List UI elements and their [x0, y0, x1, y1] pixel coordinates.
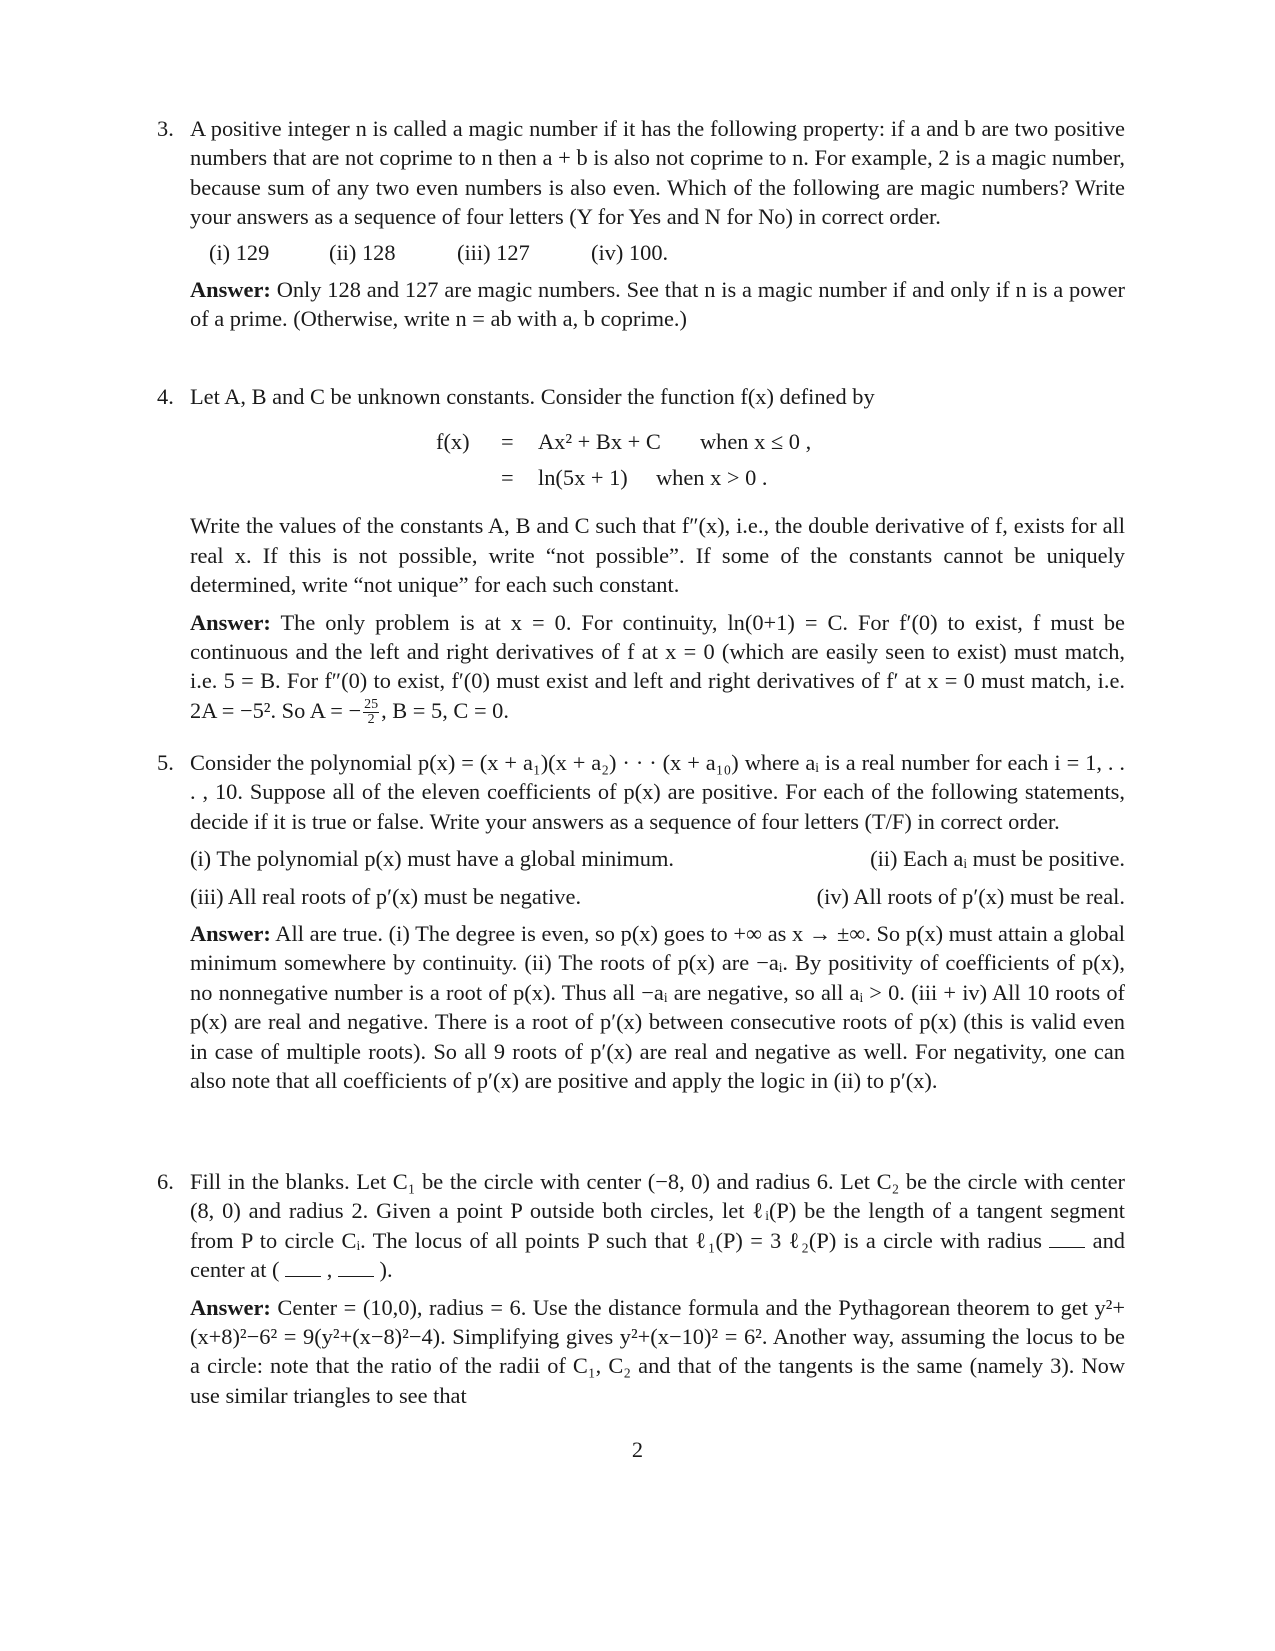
option-iv: (iv) 100.	[591, 239, 669, 265]
answer-block	[190, 608, 1125, 728]
statement-iii: (iii) All real roots of p′(x) must be negative.	[190, 883, 582, 909]
page-number: 2	[631, 1437, 644, 1462]
piecewise-equation	[190, 419, 1125, 497]
answer-label: Answer:	[190, 277, 271, 303]
answer-label: Answer:	[190, 1294, 271, 1320]
answer-text: The only problem is at x = 0. For continuity, ln(0+1) = C. For f′(0) to exist, f must be continuous and the left and right derivatives of f at x = 0 (which are easily seen to exist) must match, i.e. 5 = B. For f″(0) to exist, f′(0) must exist and left and right derivatives of f′ at x = 0 must match, i.e. 2A = −5². So A = −	[190, 609, 1125, 723]
option-iii: (iii) 127	[457, 239, 530, 265]
answer-label: Answer:	[190, 609, 271, 635]
equation-lhs: f(x)	[436, 429, 470, 455]
statement-iv: (iv) All roots of p′(x) must be real.	[816, 883, 1125, 909]
answer-block	[190, 919, 1125, 1095]
answer-text: All are true. (i) The degree is even, so p(x) goes to +∞ as x → ±∞. So p(x) must attain a global minimum somewhere by continuity. (ii) The roots of p(x) are −aᵢ. By positivity of coefficients of p(x), no nonnegative number is a root of p(x). Thus all −aᵢ are negative, so all aᵢ > 0. (iii + iv) All 10 roots of p(x) are real and negative. There is a root of p′(x) between consecutive roots of p(x) (this is valid even in case of multiple roots). So all 9 roots of p′(x) are real and negative as well. For negativity, one can also note that all coefficients of p′(x) are positive and apply the logic in (ii) to p′(x).	[190, 921, 1125, 1094]
statement-text-c: ,	[326, 1257, 333, 1283]
statement-ii: (ii) Each aᵢ must be positive.	[870, 846, 1125, 872]
answer-tail: , B = 5, C = 0.	[381, 697, 509, 723]
statements-row-2	[190, 882, 1125, 911]
problem-intro: Let A, B and C be unknown constants. Consider the function f(x) defined by	[190, 384, 875, 409]
problem-statement: Write the values of the constants A, B and C such that f″(x), i.e., the double derivative of f, exists for all real x. If this is not possible, write “not possible”. If some of the constants cannot be uniquely determined, write “not unique” for each such constant.	[190, 513, 1125, 598]
statement-text-b: and center at (	[190, 1227, 1125, 1283]
problem-6	[157, 1167, 1125, 1410]
problem-number: 3.	[157, 116, 174, 141]
equation-row2-condition: when x > 0 .	[656, 465, 768, 491]
equation-row2-expr: ln(5x + 1)	[538, 465, 628, 491]
problem-statement	[190, 1167, 1125, 1285]
center-x-blank	[285, 1262, 321, 1277]
problem-number: 6.	[157, 1169, 174, 1194]
statement-text-a: Fill in the blanks. Let C₁ be the circle with center (−8, 0) and radius 6. Let C₂ be the circle with center (8, 0) and radius 2. Given a point P outside both circles, let ℓᵢ(P) be the length of a tangent segment from P to circle Cᵢ. The locus of all points P such that ℓ₁(P) = 3 ℓ₂(P) is a circle with radius	[190, 1169, 1125, 1253]
options-list	[209, 238, 1125, 267]
problem-number: 5.	[157, 750, 174, 775]
radius-blank	[1049, 1233, 1085, 1248]
problem-5	[157, 748, 1125, 1095]
answer-block	[190, 275, 1125, 334]
fraction-denominator: 2	[367, 712, 375, 728]
statement-i: (i) The polynomial p(x) must have a global minimum.	[190, 846, 675, 872]
problem-statement: Consider the polynomial p(x) = (x + a₁)(x + a₂) · · · (x + a₁₀) where aᵢ is a real number for each i = 1, . . . , 10. Suppose all of the eleven coefficients of p(x) are positive. For each of the following statements, decide if it is true or false. Write your answers as a sequence of four letters (T/F) in correct order.	[190, 750, 1125, 834]
answer-text: Only 128 and 127 are magic numbers. See that n is a magic number if and only if n is a power of a prime. (Otherwise, write n = ab with a, b coprime.)	[190, 277, 1125, 332]
option-ii: (ii) 128	[329, 239, 396, 265]
equation-equals-2: =	[501, 465, 514, 491]
problem-4	[157, 382, 1125, 727]
answer-label: Answer:	[190, 921, 271, 947]
answer-text: Center = (10,0), radius = 6. Use the distance formula and the Pythagorean theorem to get y²+(x+8)²−6² = 9(y²+(x−8)²−4). Simplifying gives y²+(x−10)² = 6². Another way, assuming the locus to be a circle: note that the ratio of the radii of C₁, C₂ and that of the tangents is the same (namely 3). Now use similar triangles to see that	[190, 1294, 1126, 1408]
answer-fraction	[363, 698, 379, 727]
equation-row1-condition: when x ≤ 0 ,	[700, 429, 812, 455]
center-y-blank	[338, 1262, 374, 1277]
equation-row1-expr: Ax² + Bx + C	[538, 429, 661, 455]
statement-text-d: ).	[379, 1257, 393, 1283]
answer-block	[190, 1293, 1125, 1411]
problem-number: 4.	[157, 384, 174, 409]
equation-equals-1: =	[501, 429, 514, 455]
problem-statement: A positive integer n is called a magic number if it has the following property: if a and b are two positive numbers that are not coprime to n then a + b is also not coprime to n. For example, 2 is a magic number, because sum of any two even numbers is also even. Which of the following are magic numbers? Write your answers as a sequence of four letters (Y for Yes and N for No) in correct order.	[190, 116, 1125, 230]
fraction-numerator: 25	[364, 697, 379, 713]
option-i: (i) 129	[209, 239, 270, 265]
problem-3	[157, 114, 1125, 334]
statements-row-1	[190, 844, 1125, 873]
